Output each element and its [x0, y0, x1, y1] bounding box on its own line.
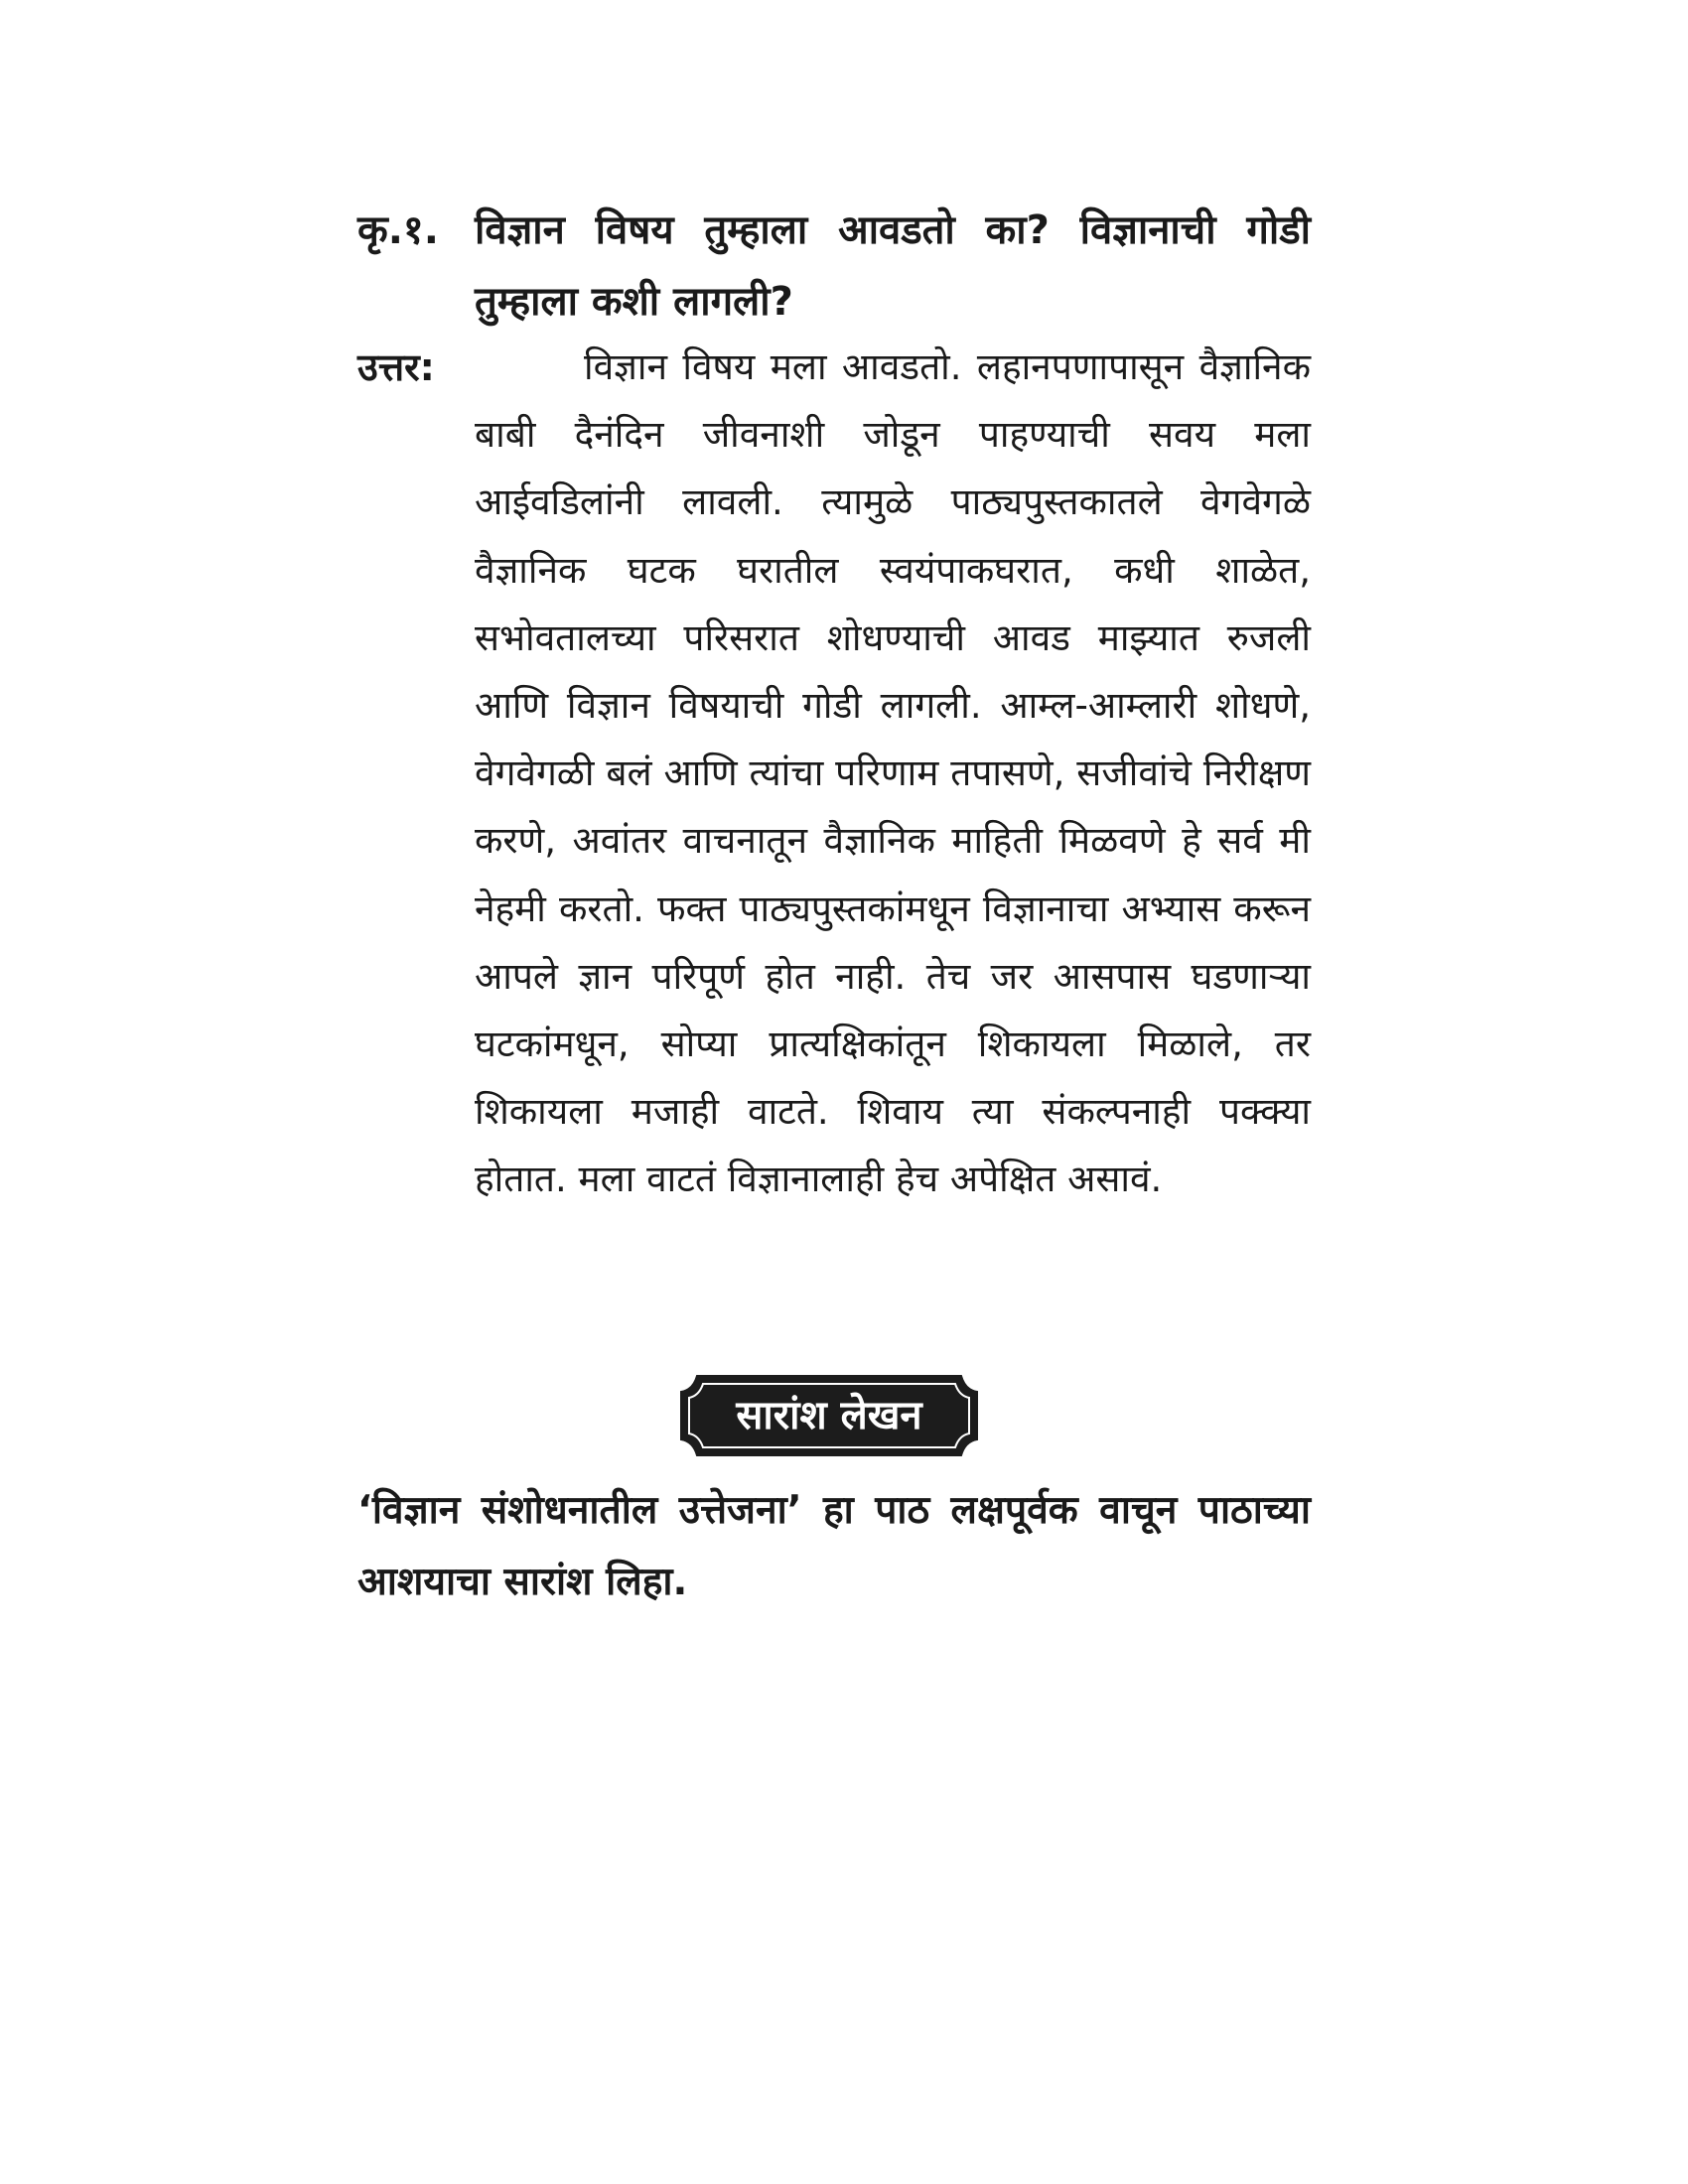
section-heading-badge	[675, 1366, 983, 1465]
answer-label: उत्तर:	[357, 345, 435, 389]
answer-text: विज्ञान विषय मला आवडतो. लहानपणापासून वैज्ञानिक बाबी दैनंदिन जीवनाशी जोडून पाहण्याची सवय मला आईवडिलांनी लावली. त्यामुळे पाठ्यपुस्तकातले वेगवेगळे वैज्ञानिक घटक घरातील स्वयंपाकघरात, कधी शाळेत, सभोवतालच्या परिसरात शोधण्याची आवड माझ्यात रुजली आणि विज्ञान विषयाची गोडी लागली. आम्ल-आम्लारी शोधणे, वेगवेगळी बलं आणि त्यांचा परिणाम तपासणे, सजीवांचे निरीक्षण करणे, अवांतर वाचनातून वैज्ञानिक माहिती मिळवणे हे सर्व मी नेहमी करतो. फक्त पाठ्यपुस्तकांमधून विज्ञानाचा अभ्यास करून आपले ज्ञान परिपूर्ण होत नाही. तेच जर आसपास घडणाऱ्या घटकांमधून, सोप्या प्रात्यक्षिकांतून शिकायला मिळाले, तर शिकायला मजाही वाटते. शिवाय त्या संकल्पनाही पक्क्या होतात. मला वाटतं विज्ञानालाही हेच अपेक्षित असावं.	[475, 345, 1311, 1201]
question-text: विज्ञान विषय तुम्हाला आवडतो का? विज्ञानाची गोडी तुम्हाला कशी लागली?	[475, 207, 1311, 325]
question-number: कृ.१.	[357, 207, 439, 253]
task-instruction: ‘विज्ञान संशोधनातील उत्तेजना’ हा पाठ लक्षपूर्वक वाचून पाठाच्या आशयाचा सारांश लिहा.	[357, 1488, 1311, 1604]
answer-block	[357, 334, 1311, 1214]
question-block	[357, 195, 1311, 338]
section-heading: सारांश लेखन	[736, 1393, 922, 1438]
